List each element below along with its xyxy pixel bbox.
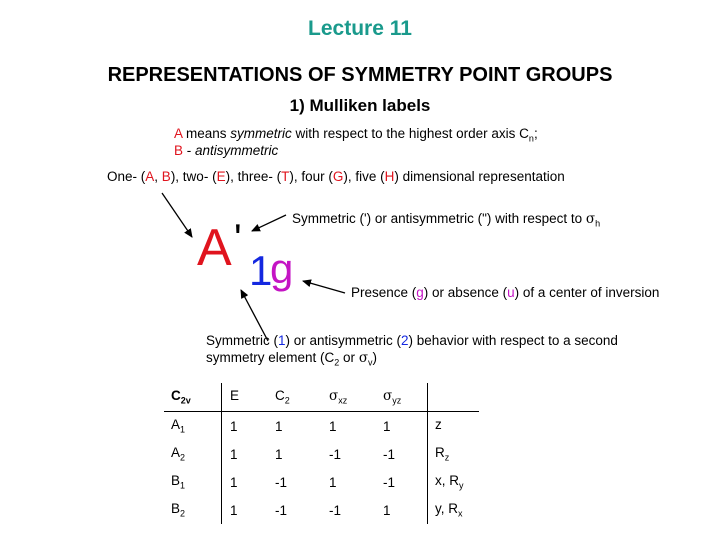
prime-note-sub: h <box>595 218 601 229</box>
dim-b: B <box>161 169 171 184</box>
parity-g: g <box>416 285 424 300</box>
table-row <box>164 412 479 441</box>
num-p1: Symmetric ( <box>206 333 278 348</box>
row-label-main: B <box>171 501 181 517</box>
arrow-to-number <box>241 290 268 341</box>
basis-cell <box>428 412 480 441</box>
basis-main: z <box>435 417 442 433</box>
num-l2-sub: 2 <box>334 357 340 368</box>
table-cell: -1 <box>329 446 342 462</box>
table-cell: -1 <box>383 468 428 496</box>
parity-p1: Presence ( <box>351 285 417 300</box>
header-cell <box>428 383 480 412</box>
basis-cell <box>428 468 480 496</box>
arrow-to-parity <box>303 281 345 293</box>
header-cell <box>329 383 383 412</box>
header-cell <box>383 383 428 412</box>
row-label <box>164 440 222 468</box>
header-sub: yz <box>392 395 402 406</box>
row-label-sub: 1 <box>180 480 186 491</box>
table-cell: 1 <box>329 474 337 490</box>
basis-cell <box>428 440 480 468</box>
a-text-3: ; <box>533 126 538 141</box>
row-label-sub: 1 <box>180 424 186 435</box>
symbol-letter: A <box>197 219 232 277</box>
num-l2-sigma: σ <box>358 350 369 366</box>
lecture-title: Lecture 11 <box>308 17 412 40</box>
basis-sub: y <box>459 480 464 491</box>
dim-p6: ) dimensional representation <box>394 169 565 184</box>
table-cell: 1 <box>383 412 428 441</box>
basis-sub: z <box>444 452 450 463</box>
dim-p4: ), four ( <box>289 169 333 184</box>
num-p3: ) behavior with respect to a second <box>408 333 618 348</box>
table-cell: 1 <box>383 496 428 524</box>
table-cell: -1 <box>329 502 342 518</box>
row-label-main: A <box>171 417 181 433</box>
num-l2-p3: ) <box>372 350 378 365</box>
header-sub: 2 <box>284 395 290 406</box>
row-label-main: A <box>171 445 181 461</box>
num-p2: ) or antisymmetric ( <box>285 333 402 348</box>
num-two: 2 <box>401 333 409 348</box>
basis-sub: x <box>458 508 463 519</box>
page-heading: REPRESENTATIONS OF SYMMETRY POINT GROUPS <box>107 64 613 86</box>
dim-p1: One- ( <box>107 169 146 184</box>
table-cell: 1 <box>230 418 238 434</box>
dim-p2: ), two- ( <box>170 169 217 184</box>
dim-p3: ), three- ( <box>225 169 282 184</box>
num-l2-sub2: v <box>368 357 373 368</box>
header-main: C <box>275 388 285 404</box>
a-sub: n <box>528 133 534 144</box>
table-cell: 1 <box>230 502 238 518</box>
table-cell: 1 <box>230 446 238 462</box>
header-main: σ <box>329 388 339 405</box>
basis-main: y, R <box>435 501 458 517</box>
parity-u: u <box>507 285 515 300</box>
basis-cell <box>428 496 480 524</box>
header-main: E <box>230 388 240 404</box>
symbol-prime: ' <box>234 217 242 261</box>
table-cell: -1 <box>275 502 288 518</box>
character-table <box>164 383 479 524</box>
dim-g: G <box>332 169 344 184</box>
table-cell: 1 <box>275 418 283 434</box>
header-sub: xz <box>338 395 348 406</box>
prime-note-text: Symmetric (') or antisymmetric (") with respect to <box>292 211 586 226</box>
table-cell: -1 <box>383 440 428 468</box>
group-cell <box>164 383 222 412</box>
num-l2-p2: or <box>339 350 359 365</box>
header-cell <box>222 383 276 412</box>
row-label <box>164 412 222 441</box>
row-label <box>164 496 222 524</box>
num-one: 1 <box>278 333 286 348</box>
table-cell: -1 <box>275 474 288 490</box>
row-label-sub: 2 <box>180 452 186 463</box>
arrow-to-prime <box>252 215 286 231</box>
row-label <box>164 468 222 496</box>
a-text-italic: symmetric <box>230 126 292 141</box>
num-l2-p1: symmetry element (C <box>206 350 335 365</box>
basis-main: R <box>435 445 445 461</box>
parity-p2: ) or absence ( <box>423 285 508 300</box>
group-sub: 2v <box>180 395 191 406</box>
dim-h: H <box>384 169 395 184</box>
symbol-parity: g <box>270 245 294 292</box>
group-name: C <box>171 388 181 404</box>
table-cell: 1 <box>275 446 283 462</box>
sigma-symbol: σ <box>585 211 596 227</box>
a-text-2: with respect to the highest order axis C <box>291 126 529 141</box>
b-letter: B <box>174 143 184 158</box>
parity-p3: ) of a center of inversion <box>514 285 660 300</box>
dim-e: E <box>216 169 226 184</box>
b-text-1: - <box>183 143 196 158</box>
dim-comma: , <box>154 169 162 184</box>
a-letter: A <box>174 126 183 141</box>
b-text-italic: antisymmetric <box>195 143 279 158</box>
dim-a: A <box>145 169 155 184</box>
row-label-main: B <box>171 473 181 489</box>
dim-p5: ), five ( <box>343 169 385 184</box>
header-cell <box>275 383 329 412</box>
table-cell: 1 <box>230 474 238 490</box>
basis-main: x, R <box>435 473 460 489</box>
table-row <box>164 440 479 468</box>
table-header-row <box>164 383 479 412</box>
arrow-to-letter <box>162 193 192 237</box>
table-cell: 1 <box>329 418 337 434</box>
section-subheading: 1) Mulliken labels <box>289 96 431 115</box>
row-label-sub: 2 <box>180 508 186 519</box>
table-row <box>164 468 479 496</box>
table-row <box>164 496 479 524</box>
header-main: σ <box>383 388 393 405</box>
symbol-number: 1 <box>249 247 273 294</box>
a-text-1: means <box>182 126 231 141</box>
dim-t: T <box>281 169 290 184</box>
